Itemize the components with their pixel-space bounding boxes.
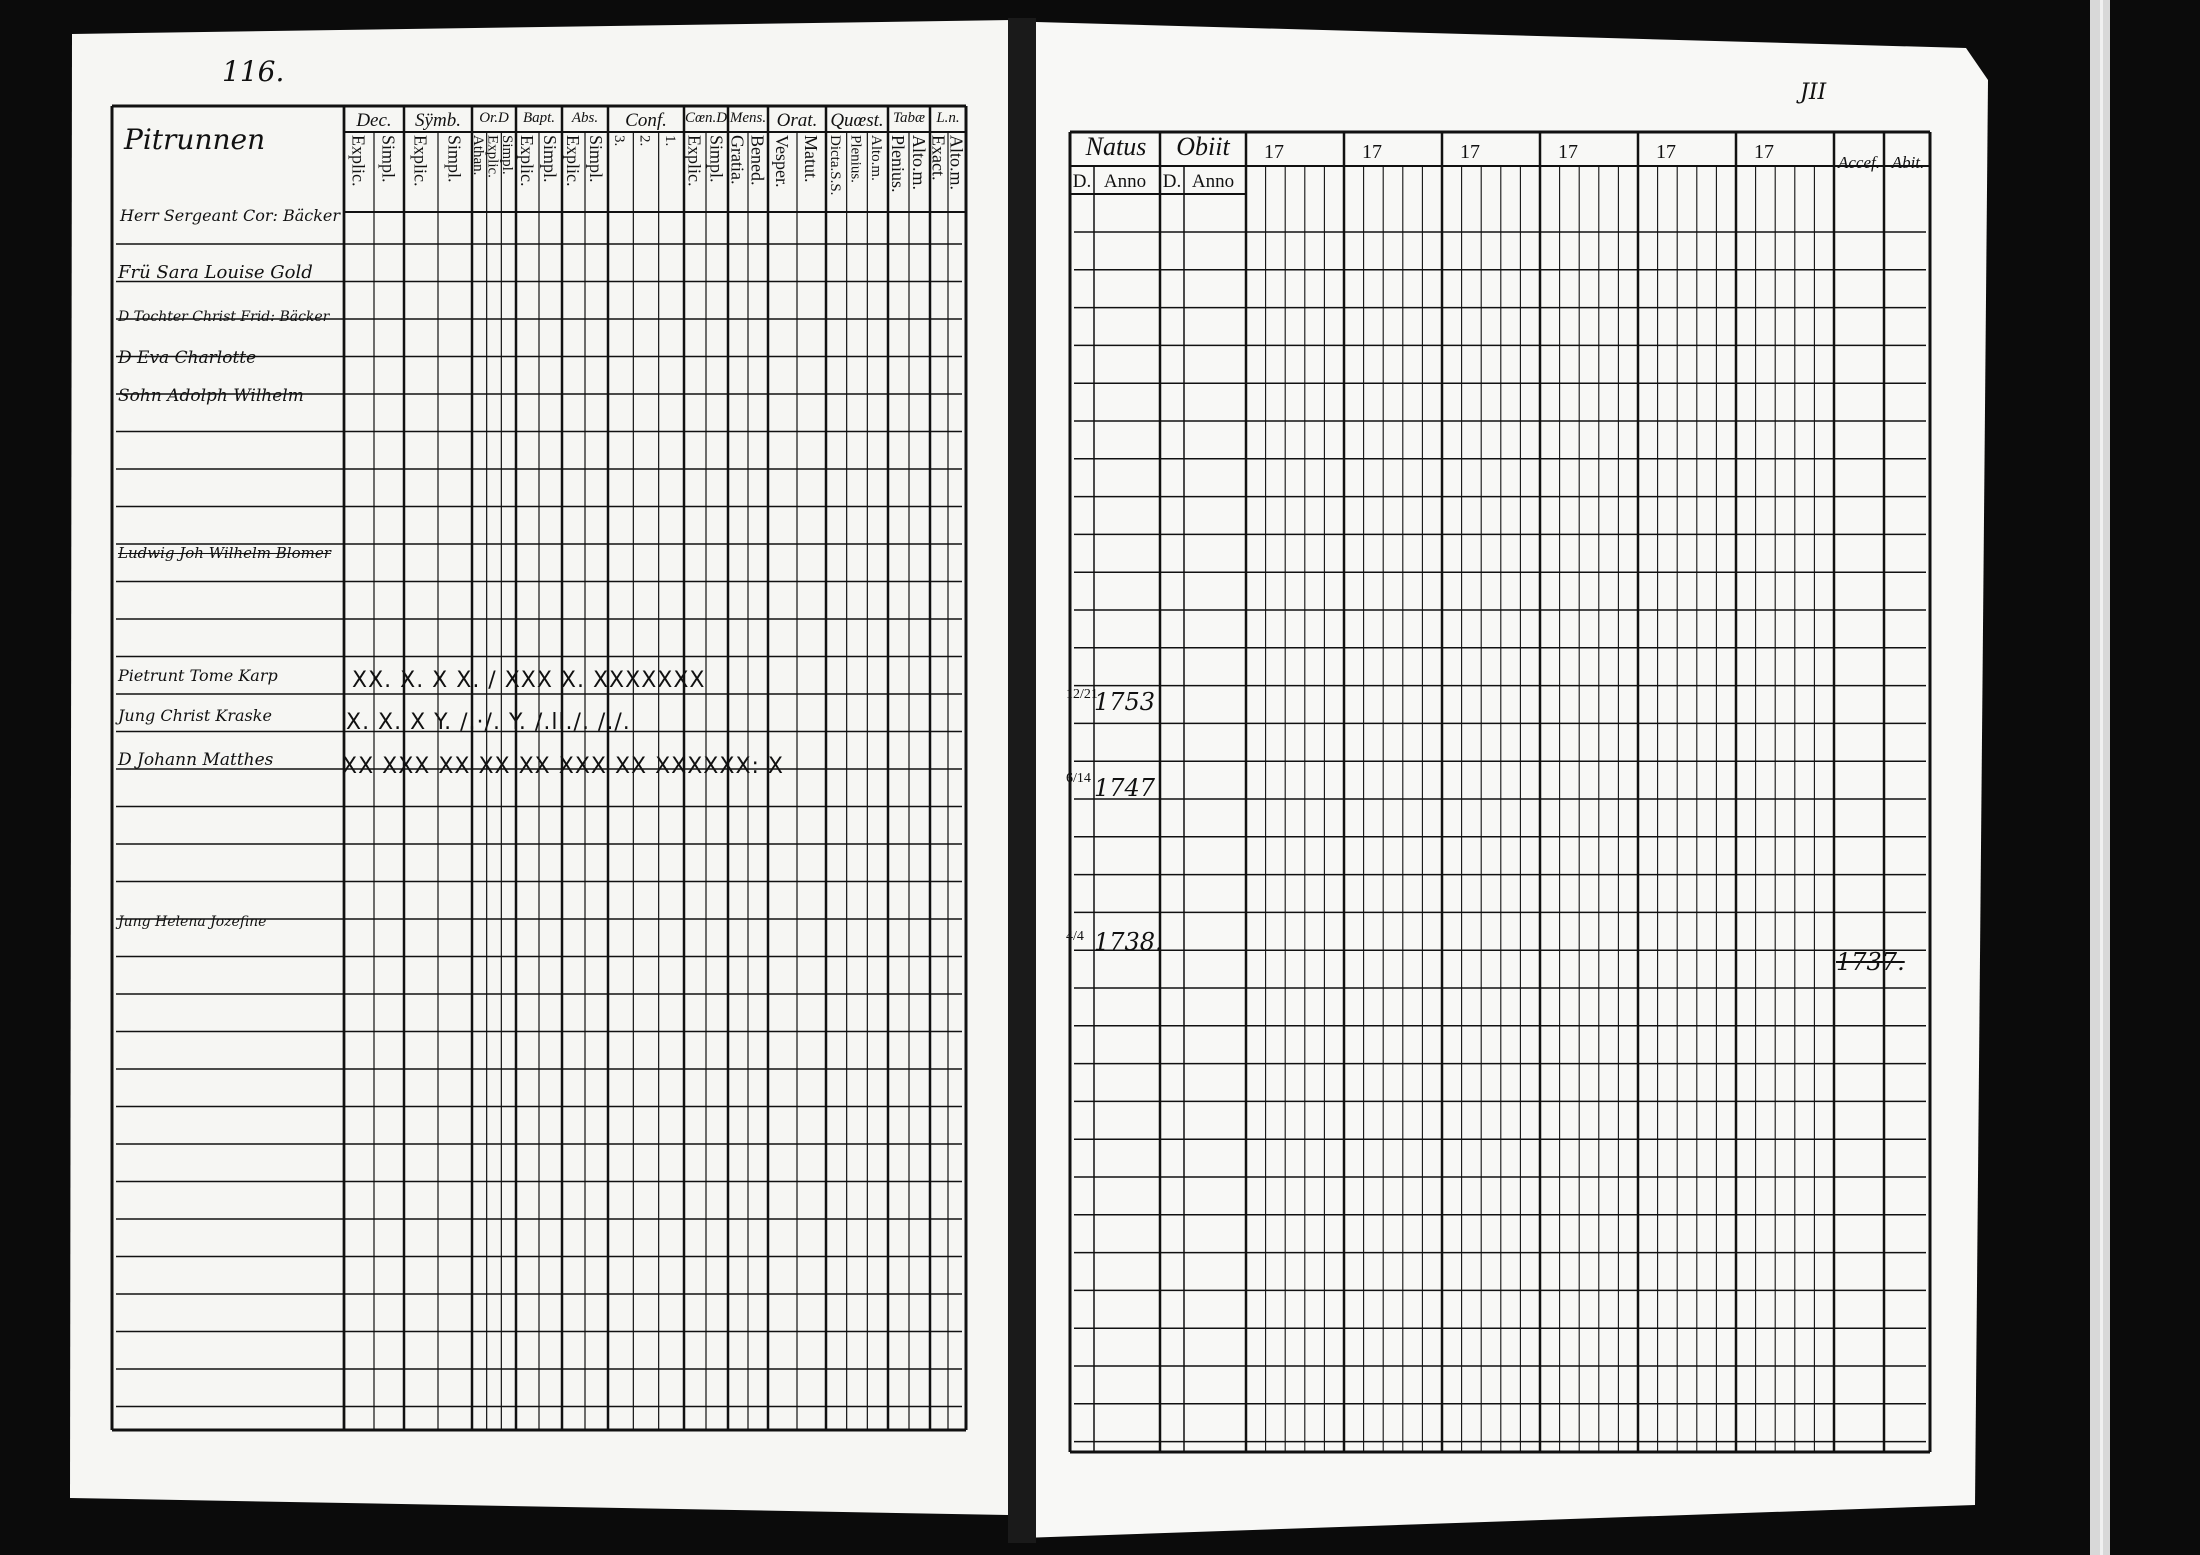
left-header-group: Conf.: [625, 110, 667, 131]
left-subheader: Explic.: [517, 135, 537, 187]
entry-1-year: 1753: [1094, 688, 1156, 716]
left-subheader: Explic.: [563, 135, 583, 187]
left-subheader: 1.: [661, 135, 678, 147]
left-header-group: Quœst.: [830, 110, 884, 131]
left-subheader: 3.: [611, 135, 628, 147]
left-subheader: Explic.: [484, 135, 501, 178]
header-abiit: Abit.: [1891, 153, 1925, 172]
name-row-10: Jung Helena Jozefine: [118, 914, 267, 930]
entry-3-year: 1738.: [1094, 928, 1163, 956]
name-row-4: D Eva Charlotte: [118, 348, 257, 368]
entry-2-year: 1747: [1094, 774, 1156, 802]
header-year-6: 17: [1754, 141, 1774, 163]
left-header-group: L.n.: [936, 110, 960, 126]
name-row-9: D Johann Matthes: [118, 750, 274, 770]
left-header-group: Sÿmb.: [415, 110, 461, 131]
left-subheader: Alto.m.: [946, 135, 967, 191]
left-subheader: Simpl.: [444, 135, 465, 183]
name-row-5: Sohn Adolph Wilhelm: [118, 386, 304, 406]
left-subheader: Dicta.S.S.: [826, 135, 843, 196]
name-row-8: Jung Christ Kraske: [118, 706, 272, 725]
entry-2-day: 6/14: [1066, 771, 1091, 786]
left-header-group: Cœn.D: [684, 110, 728, 126]
header-accessit: Accef.: [1838, 153, 1880, 172]
name-row-1: Herr Sergeant Cor: Bäcker: [120, 206, 341, 225]
left-subheader: Alto.m.: [868, 135, 885, 181]
name-row-7: Pietrunt Tome Karp: [118, 666, 278, 685]
name-row-2: Frü Sara Louise Gold: [118, 262, 313, 283]
subhead-natus-day: D.: [1072, 171, 1092, 192]
left-subheader: Alto.m.: [909, 135, 929, 191]
left-subheader: Explic.: [348, 135, 369, 187]
subhead-obiit-day: D.: [1162, 171, 1182, 192]
accessit-entry: 1737.: [1836, 948, 1905, 976]
header-year-4: 17: [1558, 141, 1578, 163]
name-row-6: Ludwig Joh Wilhelm Blomer: [118, 544, 331, 562]
left-subheader: Simpl.: [586, 135, 606, 183]
entry-3-day: 4/4: [1066, 929, 1084, 944]
entry-1-day: 12/21: [1066, 687, 1098, 702]
left-subheader: Exact.: [928, 135, 949, 181]
marks-row-3: XX XXX XX XX XX XXX XX XXXXXX: X: [342, 754, 784, 779]
page-number-right: JII: [1800, 80, 1827, 105]
header-year-3: 17: [1460, 141, 1480, 163]
left-subheader: Simpl.: [540, 135, 560, 183]
left-subheader: Bened.: [747, 135, 768, 186]
name-row-3: D Tochter Christ Frid: Bäcker: [118, 309, 330, 325]
left-subheader: 2.: [636, 135, 653, 147]
name-row-title: Pitrunnen: [124, 123, 266, 156]
left-subheader: Simpl.: [499, 135, 516, 175]
header-year-5: 17: [1656, 141, 1676, 163]
left-subheader: Athan.: [469, 135, 486, 176]
marks-row-1: XX. X. X X. / XXX X. XXXXXXX: [352, 668, 706, 693]
subhead-obiit-anno: Anno: [1191, 171, 1235, 192]
left-header-group: Or.D: [479, 110, 509, 126]
header-year-1: 17: [1264, 141, 1284, 163]
left-header-group: Dec.: [356, 110, 392, 131]
marks-row-2: X. X. X Y. /.·/. Y. /.ll./. /./.: [346, 710, 631, 735]
left-header-group: Tabæ: [893, 110, 925, 126]
page-number-left: 116.: [222, 55, 285, 88]
header-year-2: 17: [1362, 141, 1382, 163]
left-subheader: Explic.: [410, 135, 431, 187]
left-subheader: Gratia.: [727, 135, 748, 185]
left-header-group: Bapt.: [522, 110, 556, 126]
left-subheader: Plenius.: [888, 135, 908, 193]
left-header-group: Mens.: [729, 110, 767, 126]
left-header-group: Abs.: [571, 110, 599, 126]
left-subheader: Matut.: [801, 135, 821, 183]
left-subheader: Simpl.: [378, 135, 399, 183]
left-subheader: Plenius.: [847, 135, 864, 183]
left-subheader: Simpl.: [706, 135, 727, 183]
right-page: [1022, 22, 1988, 1538]
header-obiit: Obiit: [1176, 132, 1230, 161]
subhead-natus-anno: Anno: [1103, 171, 1147, 192]
left-subheader: Vesper.: [772, 135, 792, 188]
left-subheader: Explic.: [684, 135, 705, 187]
header-natus: Natus: [1085, 132, 1147, 161]
left-header-group: Orat.: [776, 110, 818, 131]
